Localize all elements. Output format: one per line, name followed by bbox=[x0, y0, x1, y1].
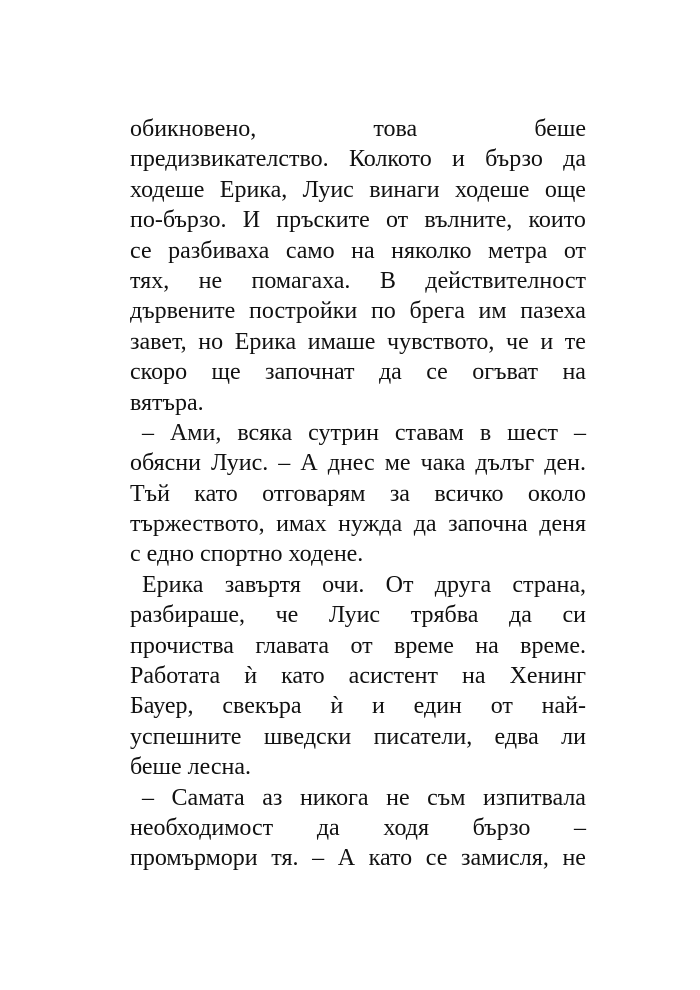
text-line: с едно спортно ходене. bbox=[130, 541, 364, 568]
body-text bbox=[130, 114, 586, 874]
text-line: ходеше Ерика, Луис винаги ходеше още bbox=[130, 176, 586, 203]
text-line: Работата ѝ като асистент на Хенинг bbox=[130, 663, 586, 690]
text-line: Тъй като отговарям за всичко около bbox=[130, 480, 586, 507]
text-line: тях, не помагаха. В действителност bbox=[130, 267, 586, 294]
text-line: тържеството, имах нужда да започна деня bbox=[130, 511, 586, 538]
text-line: по-бързо. И пръските от вълните, които bbox=[130, 207, 586, 234]
text-line: беше лесна. bbox=[130, 754, 252, 781]
paragraph bbox=[130, 114, 586, 418]
text-line: обясни Луис. – А днес ме чака дълъг ден. bbox=[130, 450, 586, 477]
paragraph bbox=[130, 570, 586, 783]
text-line: – Ами, всяка сутрин ставам в шест – bbox=[142, 419, 586, 446]
text-line: скоро ще започнат да се огъват на bbox=[130, 359, 586, 386]
text-line: разбираше, че Луис трябва да си bbox=[130, 602, 586, 629]
paragraph bbox=[130, 783, 586, 874]
text-line: прочиства главата от време на време. bbox=[130, 632, 586, 659]
text-line: необходимост да ходя бързо – bbox=[130, 814, 586, 841]
text-line: завет, но Ерика имаше чувството, че и те bbox=[130, 328, 586, 355]
text-line: предизвикателство. Колкото и бързо да bbox=[130, 146, 586, 173]
text-line: Бауер, свекъра ѝ и един от най- bbox=[130, 693, 586, 720]
text-line: Ерика завъртя очи. От друга страна, bbox=[142, 571, 586, 598]
paragraph bbox=[130, 418, 586, 570]
text-line: – Самата аз никога не съм изпитвала bbox=[142, 784, 586, 811]
text-line: вятъра. bbox=[130, 389, 204, 416]
text-line: дървените постройки по брега им пазеха bbox=[130, 298, 586, 325]
text-line: промърмори тя. – А като се замисля, не bbox=[130, 845, 586, 872]
text-line: се разбиваха само на няколко метра от bbox=[130, 237, 586, 264]
text-line: обикновено, това беше bbox=[130, 116, 586, 142]
text-line: успешните шведски писатели, едва ли bbox=[130, 723, 586, 750]
